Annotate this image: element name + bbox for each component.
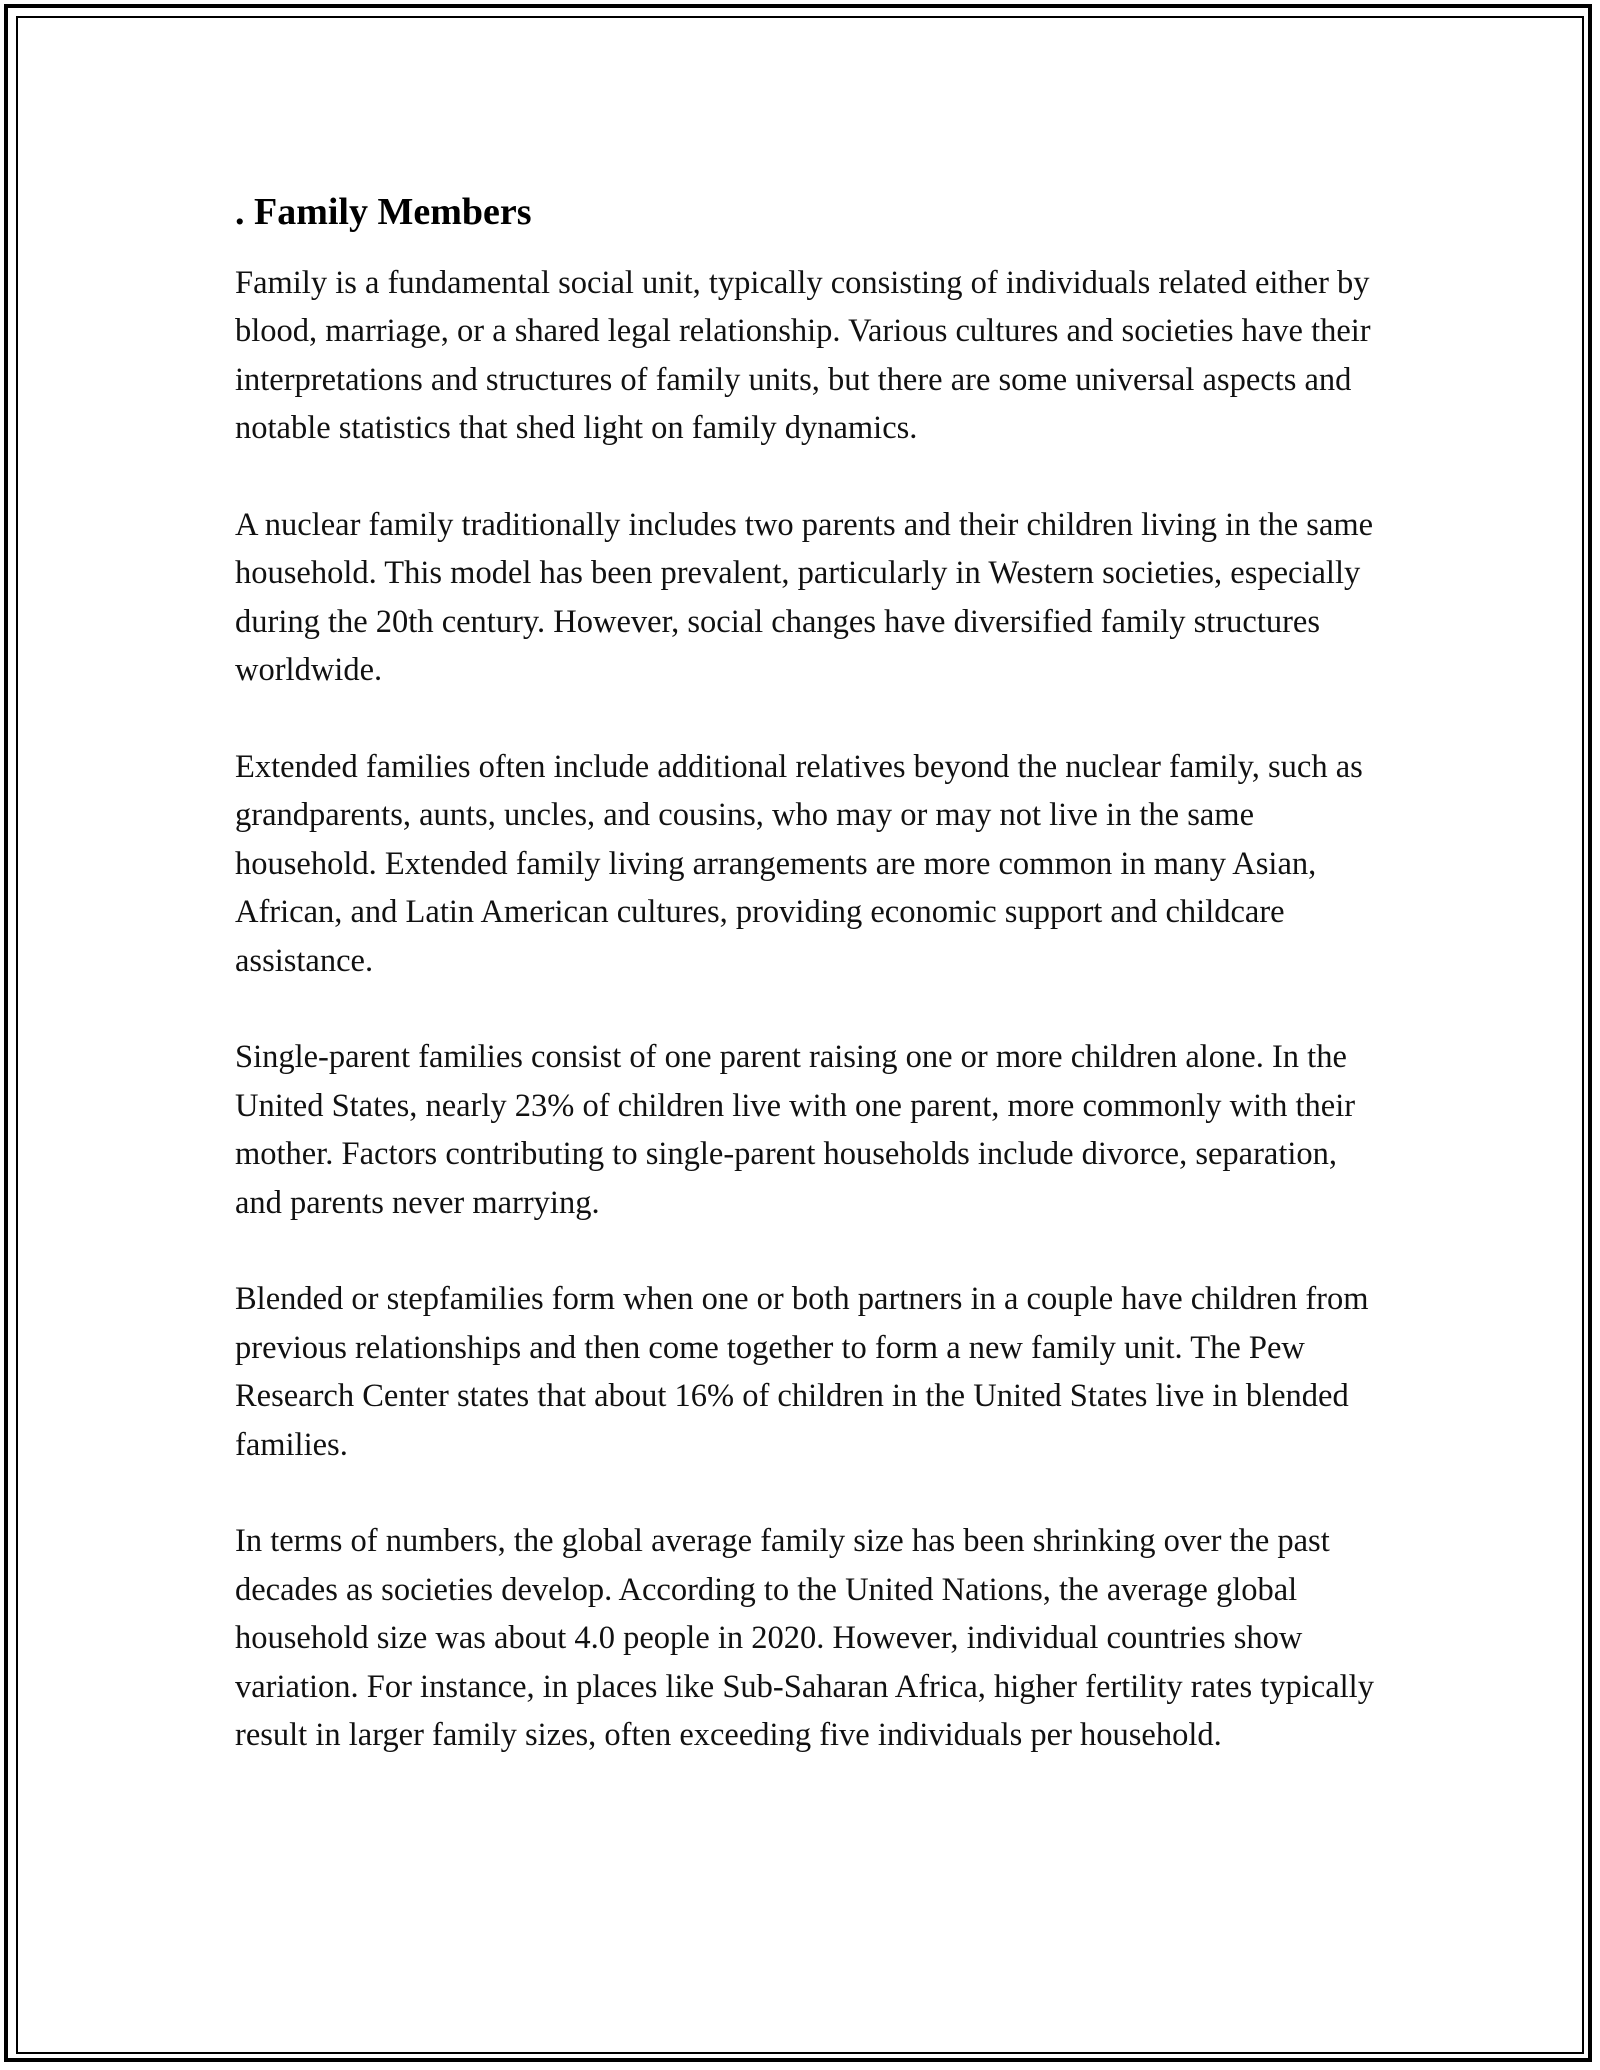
document-body [235,188,1375,1808]
paragraph-family-size: In terms of numbers, the global average family size has been shrinking over the past decades as societies develop. According to the United Nations, the average global household size was about 4.0 people in 2020. However, individual countries show variation. For instance, in places like Sub-Saharan Africa, higher fertility rates typically result in larger family sizes, often exceeding five individuals per household. [235,1523,1374,1754]
paragraph-single-parent: Single-parent families consist of one parent raising one or more children alone. In the United States, nearly 23% of children live with one parent, more commonly with their mother. Factors contributing to single-parent households include divorce, separation, and parents never marrying. [235,1039,1356,1221]
paragraph-blended-family: Blended or stepfamilies form when one or both partners in a couple have children from previous relationships and then come together to form a new family unit. The Pew Research Center states that about 16% of children in the United States live in blended families. [235,1281,1369,1463]
paragraph-extended-family: Extended families often include additional relatives beyond the nuclear family, such as grandparents, aunts, uncles, and cousins, who may or may not live in the same household. Extended family living arrangements are more common in many Asian, African, and Latin American cultures, providing economic support and childcare assistance. [235,749,1363,979]
paragraph-intro: Family is a fundamental social unit, typically consisting of individuals related either by blood, marriage, or a shared legal relationship. Various cultures and societies have their interpretations and structures of family units, but there are some universal aspects and notable statistics that shed light on family dynamics. [235,265,1371,447]
paragraph-nuclear-family: A nuclear family traditionally includes two parents and their children living in the same household. This model has been prevalent, particularly in Western societies, especially during the 20th century. However, social changes have diversified family structures worldwide. [235,507,1374,689]
section-heading: . Family Members [235,191,532,233]
